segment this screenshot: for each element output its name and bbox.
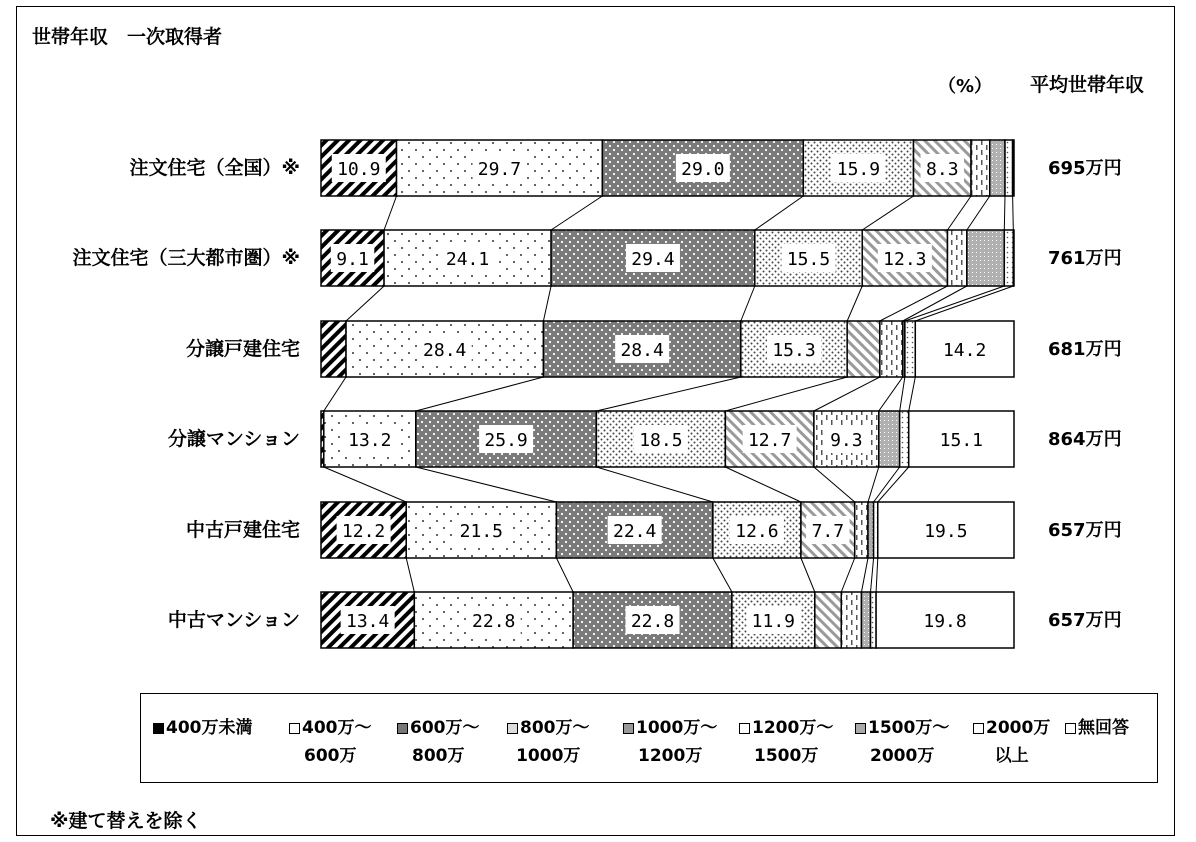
data-label: 18.5 — [639, 430, 683, 451]
connector-line — [879, 377, 903, 411]
avg-income-header: 平均世帯年収 — [1030, 74, 1145, 96]
data-label: 12.2 — [341, 521, 386, 542]
legend-label: 2000万 — [986, 718, 1051, 738]
category-label: 中古戸建住宅 — [185, 519, 300, 541]
legend-label: 600万～ — [410, 718, 480, 738]
data-label: 19.8 — [923, 611, 967, 632]
connector-line — [384, 196, 396, 230]
connector-line — [346, 286, 384, 321]
data-label: 29.4 — [631, 249, 675, 270]
footnote: ※建て替えを除く — [50, 810, 202, 832]
data-label: 14.2 — [942, 340, 987, 361]
connector-line — [876, 558, 878, 592]
data-label: 22.8 — [630, 611, 675, 632]
data-label: 29.0 — [681, 159, 725, 180]
connector-line — [416, 377, 544, 411]
avg-income-label: 695万円 — [1048, 158, 1122, 179]
connector-line — [543, 286, 551, 321]
connector-line — [905, 286, 1004, 321]
bar-segment — [855, 502, 868, 558]
bar-segment — [868, 502, 874, 558]
legend-swatch — [973, 723, 984, 734]
avg-income-label: 657万円 — [1048, 610, 1122, 631]
bar-segment — [1013, 230, 1014, 286]
connector-line — [725, 467, 801, 502]
legend-item — [973, 714, 1050, 770]
connector-line — [909, 377, 916, 411]
data-label: 22.8 — [472, 611, 516, 632]
legend-item — [623, 714, 717, 770]
connector-line — [596, 377, 740, 411]
legend-label: 800万～ — [520, 718, 590, 738]
legend-label-line2: 1000万 — [516, 746, 581, 766]
legend-swatch — [739, 723, 750, 734]
connector-line — [556, 558, 573, 592]
avg-income-label: 864万円 — [1048, 429, 1122, 450]
bar-segment — [861, 592, 870, 648]
legend-swatch — [397, 723, 408, 734]
avg-income-labels — [1048, 158, 1122, 631]
data-label: 9.1 — [336, 249, 369, 270]
bar-segment — [841, 592, 861, 648]
avg-income-label: 681万円 — [1048, 339, 1122, 360]
data-label: 9.3 — [830, 430, 863, 451]
data-label: 7.7 — [811, 521, 845, 542]
connector-line — [947, 196, 971, 230]
bar-segment — [1013, 140, 1014, 196]
legend-label: 400万未満 — [166, 718, 253, 738]
connector-line — [847, 286, 862, 321]
data-label: 25.9 — [484, 430, 528, 451]
connector-line — [878, 467, 909, 502]
connector-line — [713, 558, 732, 592]
data-label: 29.7 — [477, 159, 522, 180]
legend-label: 1500万～ — [868, 718, 950, 738]
data-label: 12.3 — [883, 249, 927, 270]
data-label: 12.7 — [747, 430, 792, 451]
legend-item — [507, 714, 590, 770]
data-label: 15.9 — [836, 159, 881, 180]
connector-line — [861, 558, 868, 592]
unit-label: （%） — [938, 76, 993, 97]
bar-segment — [971, 140, 990, 196]
bar-segment — [967, 230, 1004, 286]
legend-swatch — [1065, 723, 1076, 734]
data-label: 10.9 — [337, 159, 381, 180]
data-label: 22.4 — [612, 521, 657, 542]
bar-segment — [879, 411, 900, 467]
bar-segment — [947, 230, 966, 286]
category-label: 注文住宅（全国）※ — [129, 157, 300, 179]
legend-label: 400万～ — [302, 718, 372, 738]
data-label: 15.1 — [939, 430, 984, 451]
data-label: 8.3 — [926, 159, 959, 180]
legend-swatch — [289, 723, 300, 734]
legend-label-line2: 以上 — [994, 746, 1029, 766]
connector-line — [871, 558, 874, 592]
connector-line — [324, 467, 406, 502]
bar-segment — [905, 321, 915, 377]
connector-line — [862, 196, 913, 230]
legend-item — [739, 714, 833, 770]
bar-segment — [321, 321, 346, 377]
connector-line — [967, 196, 990, 230]
data-label: 15.5 — [786, 249, 831, 270]
data-label: 11.9 — [751, 611, 796, 632]
bar-segment — [871, 592, 877, 648]
legend-label-line2: 2000万 — [870, 746, 935, 766]
category-label: 注文住宅（三大都市圏）※ — [72, 247, 300, 269]
connector-line — [406, 558, 414, 592]
connector-line — [841, 558, 854, 592]
legend-item — [289, 714, 372, 770]
data-label: 13.2 — [348, 430, 392, 451]
connector-line — [880, 286, 948, 321]
data-label: 13.4 — [345, 611, 390, 632]
data-label: 21.5 — [459, 521, 504, 542]
bar-segment — [1004, 230, 1013, 286]
legend-item — [1065, 714, 1129, 742]
data-label: 28.4 — [423, 340, 467, 361]
category-label: 中古マンション — [167, 609, 300, 631]
connector-line — [551, 196, 602, 230]
legend-label: 1200万～ — [752, 718, 834, 738]
avg-income-label: 761万円 — [1048, 248, 1122, 269]
data-label: 19.5 — [924, 521, 968, 542]
connector-line — [801, 558, 815, 592]
category-label: 分譲戸建住宅 — [185, 338, 300, 360]
connector-line — [915, 286, 1013, 321]
connector-line — [324, 377, 346, 411]
bar-segment — [1005, 140, 1013, 196]
legend-swatch — [153, 723, 164, 734]
connector-line — [903, 286, 967, 321]
legend-swatch — [855, 723, 866, 734]
data-label: 28.4 — [620, 340, 664, 361]
connector-line — [596, 467, 713, 502]
data-label: 24.1 — [445, 249, 490, 270]
connector-line — [814, 377, 880, 411]
legend-swatch — [623, 723, 634, 734]
legend-label: 1000万～ — [636, 718, 718, 738]
connector-line — [1013, 196, 1014, 230]
avg-income-label: 657万円 — [1048, 520, 1122, 541]
legend-item — [855, 714, 949, 770]
legend-label-line2: 600万 — [304, 746, 357, 766]
data-label: 15.3 — [772, 340, 816, 361]
legend-label-line2: 1500万 — [754, 746, 819, 766]
connector-line — [416, 467, 557, 502]
bar-segment — [880, 321, 903, 377]
bar-segment — [847, 321, 880, 377]
legend-label-line2: 1200万 — [638, 746, 703, 766]
legend-swatch — [507, 723, 518, 734]
category-label: 分譲マンション — [167, 428, 300, 450]
legend — [140, 693, 1158, 783]
connector-line — [755, 196, 804, 230]
legend-label-line2: 800万 — [412, 746, 465, 766]
legend-label: 無回答 — [1078, 718, 1129, 738]
row-labels — [73, 156, 300, 631]
connector-line — [741, 286, 755, 321]
data-label: 12.6 — [735, 521, 779, 542]
connector-line — [1004, 196, 1005, 230]
legend-item — [397, 714, 480, 770]
bar-segment — [815, 592, 841, 648]
connector-line — [814, 467, 855, 502]
legend-item — [153, 714, 253, 742]
bar-segment — [900, 411, 909, 467]
connector-line — [900, 377, 905, 411]
connector-line — [725, 377, 847, 411]
chart-title: 世帯年収 一次取得者 — [32, 26, 223, 48]
bar-segment — [990, 140, 1005, 196]
